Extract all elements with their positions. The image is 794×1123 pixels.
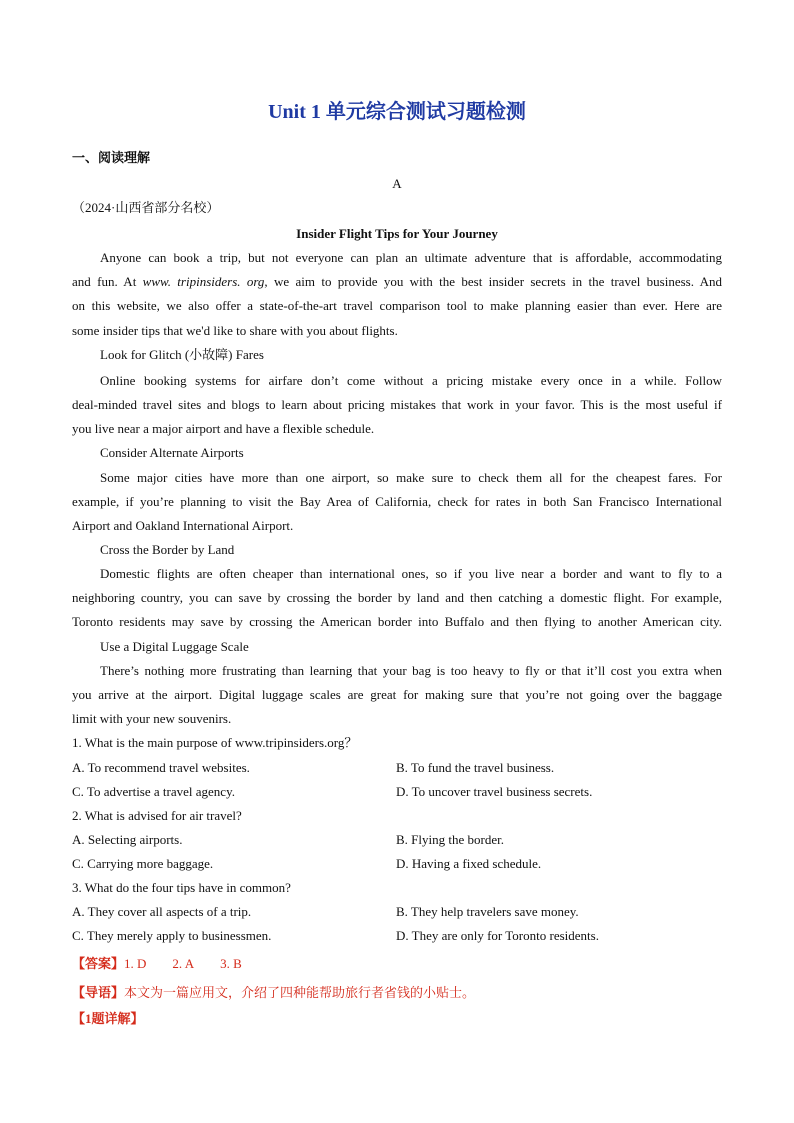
intro-line-1: Anyone can book a trip, but not everyone can plan an ultimate adventure that is affordable, accommodating: [100, 250, 722, 265]
answer-line: [72, 953, 242, 972]
guide-label: 【导语】: [72, 985, 125, 1000]
intro-line-3: on this website, we also offer a state-of-the-art travel comparison tool to make planning easier than ever. Here are: [72, 298, 722, 313]
guide-text: 本文为一篇应用文，介绍了四种能帮助旅行者省钱的小贴士。: [124, 985, 476, 1000]
question-3-option-d[interactable]: D. They are only for Toronto residents.: [396, 928, 599, 943]
answer-label: 【答案】: [72, 956, 125, 971]
question-3-option-b[interactable]: B. They help travelers save money.: [396, 904, 579, 919]
tip-3-line-2: neighboring country, you can save by crossing the border by land and then catching a domestic flight. For example,: [72, 590, 722, 605]
tip-4-line-2: you arrive at the airport. Digital luggage scales are great for making sure that you’re not going over the baggage: [72, 687, 722, 702]
question-1-option-c[interactable]: C. To advertise a travel agency.: [72, 784, 235, 799]
tip-1-line-2: deal-minded travel sites and blogs to learn about pricing mistakes that work in your favor. This is the most useful if: [72, 397, 722, 412]
question-3-option-a[interactable]: A. They cover all aspects of a trip.: [72, 904, 252, 919]
tip-1-line-1: Online booking systems for airfare don’t come without a pricing mistake every once in a while. Follow: [100, 373, 722, 388]
tip-heading-alternate-airports: Consider Alternate Airports: [100, 445, 244, 460]
tip-3-line-1: Domestic flights are often cheaper than international ones, so if you live near a border and want to fly to a: [100, 566, 722, 581]
intro-line-2: and fun. At www. tripinsiders. org, we aim to provide you with the best insider secrets in the travel business. And: [72, 274, 722, 289]
passage-letter: A: [392, 176, 402, 191]
question-2-option-d[interactable]: D. Having a fixed schedule.: [396, 856, 542, 871]
question-2-option-c[interactable]: C. Carrying more baggage.: [72, 856, 214, 871]
intro-line-4: some insider tips that we'd like to share with you about flights.: [72, 323, 398, 338]
question-2-option-a[interactable]: A. Selecting airports.: [72, 832, 183, 847]
question-2-option-b[interactable]: B. Flying the border.: [396, 832, 504, 847]
tip-2-line-1: Some major cities have more than one airport, so make sure to check them all for the cheapest fares. For: [100, 470, 722, 485]
question-3-option-c[interactable]: C. They merely apply to businessmen.: [72, 928, 272, 943]
answer-3: 3. B: [220, 956, 242, 971]
tip-2-line-2: example, if you’re planning to visit the Bay Area of California, check for rates in both San Francisco International: [72, 494, 722, 509]
tip-4-line-1: There’s nothing more frustrating than learning that your bag is too heavy to fly or that it’ll cost you extra when: [100, 663, 722, 678]
tip-heading-cross-border: Cross the Border by Land: [100, 542, 235, 557]
tip-3-line-3: Toronto residents may save by crossing the American border into Buffalo and then flying to another American city.: [72, 614, 722, 629]
section-heading-reading: 一、阅读理解: [72, 150, 151, 165]
question-1-option-d[interactable]: D. To uncover travel business secrets.: [396, 784, 593, 799]
question-3-stem: 3. What do the four tips have in common?: [72, 880, 291, 895]
tip-4-line-3: limit with your new souvenirs.: [72, 711, 232, 726]
tip-heading-glitch-fares: Look for Glitch (小故障) Fares: [100, 347, 264, 362]
tip-1-line-3: you live near a major airport and have a flexible schedule.: [72, 421, 375, 436]
source-note: （2024·山西省部分名校）: [72, 200, 220, 215]
website-link[interactable]: www. tripinsiders. org: [142, 274, 265, 289]
question-1-option-a[interactable]: A. To recommend travel websites.: [72, 760, 250, 775]
page-title: Unit 1 单元综合测试习题检测: [268, 101, 526, 123]
answer-1: 1. D: [124, 956, 147, 971]
passage-title: Insider Flight Tips for Your Journey: [296, 226, 498, 241]
detail-heading-1: 【1题详解】: [72, 1011, 144, 1026]
tip-heading-luggage-scale: Use a Digital Luggage Scale: [100, 639, 249, 654]
question-1-option-b[interactable]: B. To fund the travel business.: [396, 760, 555, 775]
question-2-stem: 2. What is advised for air travel?: [72, 808, 242, 823]
tip-2-line-3: Airport and Oakland International Airport.: [72, 518, 294, 533]
guide-line: [72, 982, 475, 1001]
answer-2: 2. A: [172, 956, 195, 971]
question-1-stem: 1. What is the main purpose of www.tripinsiders.org？: [72, 735, 358, 750]
